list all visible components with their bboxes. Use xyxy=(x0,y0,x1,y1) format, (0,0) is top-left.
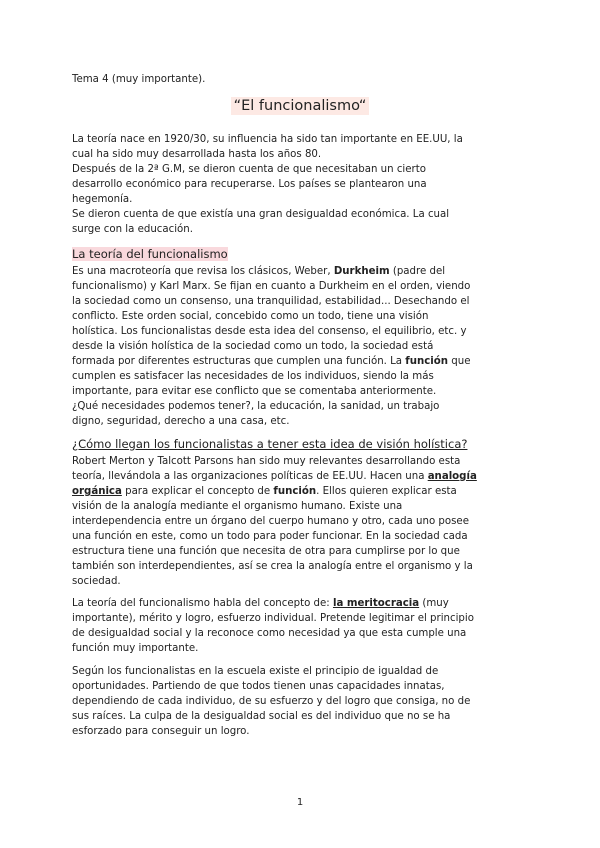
text-run: (muy xyxy=(419,598,449,609)
paragraph-line: Según los funcionalistas en la escuela existe el principio de igualdad de xyxy=(72,666,439,677)
paragraph-line: Robert Merton y Talcott Parsons han sido muy relevantes desarrollando esta xyxy=(72,456,461,467)
section-heading xyxy=(72,247,228,262)
paragraph-line xyxy=(72,264,445,279)
intro-line: La teoría nace en 1920/30, su influencia ha sido tan importante en EE.UU, la xyxy=(72,134,463,145)
intro-line: hegemonía. xyxy=(72,194,133,205)
paragraph-line xyxy=(72,469,477,484)
section-heading: ¿Cómo llegan los funcionalistas a tener esta idea de visión holística? xyxy=(72,437,468,451)
text-run: Es una macroteoría que revisa los clásicos, Weber, xyxy=(72,266,334,277)
paragraph-line xyxy=(72,596,449,611)
paragraph-line: estructura tiene una función que necesita de otra para cumplirse por lo que xyxy=(72,546,460,557)
paragraph-line: interdependencia entre un órgano del cuerpo humano y otro, cada uno posee xyxy=(72,516,469,527)
title-text: “El funcionalismo“ xyxy=(231,97,370,115)
paragraph-line: digno, seguridad, derecho a una casa, etc. xyxy=(72,416,290,427)
intro-line: Se dieron cuenta de que existía una gran desigualdad económica. La cual xyxy=(72,209,450,220)
intro-line: desarrollo económico para recuperarse. Los países se plantearon una xyxy=(72,179,427,190)
underlined-term: analogía xyxy=(427,471,477,482)
paragraph-line: de desigualdad social y la reconoce como necesidad ya que esta cumple una xyxy=(72,628,467,639)
header-note: Tema 4 (muy importante). xyxy=(72,74,206,85)
page-number: 1 xyxy=(296,797,304,808)
bold-term: función xyxy=(405,356,449,367)
underlined-term: la meritocracia xyxy=(332,598,420,609)
text-run: que xyxy=(448,356,471,367)
paragraph-line: función muy importante. xyxy=(72,643,199,654)
paragraph-line: ¿Qué necesidades podemos tener?, la educación, la sanidad, un trabajo xyxy=(72,401,440,412)
paragraph-line xyxy=(72,484,457,499)
text-run: teoría, llevándola a las organizaciones políticas de EE.UU. Hacen una xyxy=(72,471,428,482)
paragraph-line: una función en este, como un todo para poder funcionar. En la sociedad cada xyxy=(72,531,468,542)
text-run: formada por diferentes estructuras que cumplen una función. La xyxy=(72,356,406,367)
intro-line: surge con la educación. xyxy=(72,224,193,235)
page-title xyxy=(0,96,600,116)
paragraph-line: desde la visión holística de la sociedad como un todo, la sociedad está xyxy=(72,341,434,352)
paragraph-line: cumplen es satisfacer las necesidades de los individuos, siendo la más xyxy=(72,371,434,382)
paragraph-line: dependiendo de cada individuo, de su esfuerzo y del logro que consiga, no de xyxy=(72,696,471,707)
paragraph-line: funcionalismo) y Karl Marx. Se fijan en cuanto a Durkheim en el orden, viendo xyxy=(72,281,471,292)
text-run: La teoría del funcionalismo habla del concepto de: xyxy=(72,598,333,609)
underlined-term: orgánica xyxy=(72,486,122,497)
paragraph-line xyxy=(72,354,470,369)
paragraph-line: importante, para evitar ese conflicto que se comentaba anteriormente. xyxy=(72,386,437,397)
paragraph-line: sociedad. xyxy=(72,576,121,587)
bold-term: función xyxy=(273,486,317,497)
intro-line: Después de la 2ª G.M, se dieron cuenta de que necesitaban un cierto xyxy=(72,164,426,175)
bold-term: Durkheim xyxy=(333,266,390,277)
paragraph-line: holística. Los funcionalistas desde esta idea del consenso, el equilibrio, etc. y xyxy=(72,326,467,337)
intro-line: cual ha sido muy desarrollada hasta los años 80. xyxy=(72,149,322,160)
paragraph-line: importante), mérito y logro, esfuerzo individual. Pretende legitimar el principio xyxy=(72,613,474,624)
paragraph-line: oportunidades. Partiendo de que todos tienen unas capacidades innatas, xyxy=(72,681,445,692)
paragraph-line: conflicto. Este orden social, concebido como un todo, tiene una visión xyxy=(72,311,429,322)
heading-highlight: La teoría del funcionalismo xyxy=(72,247,228,261)
text-run: (padre del xyxy=(389,266,446,277)
text-run: . Ellos quieren explicar esta xyxy=(316,486,457,497)
text-run: para explicar el concepto de xyxy=(121,486,274,497)
paragraph-line: esforzado para conseguir un logro. xyxy=(72,726,250,737)
paragraph-line: visión de la analogía mediante el organismo humano. Existe una xyxy=(72,501,403,512)
paragraph-line: también son interdependientes, así se crea la analogía entre el organismo y la xyxy=(72,561,473,572)
paragraph-line: la sociedad como un consenso, una tranquilidad, estabilidad... Desechando el xyxy=(72,296,470,307)
paragraph-line: sus raíces. La culpa de la desigualdad social es del individuo que no se ha xyxy=(72,711,451,722)
